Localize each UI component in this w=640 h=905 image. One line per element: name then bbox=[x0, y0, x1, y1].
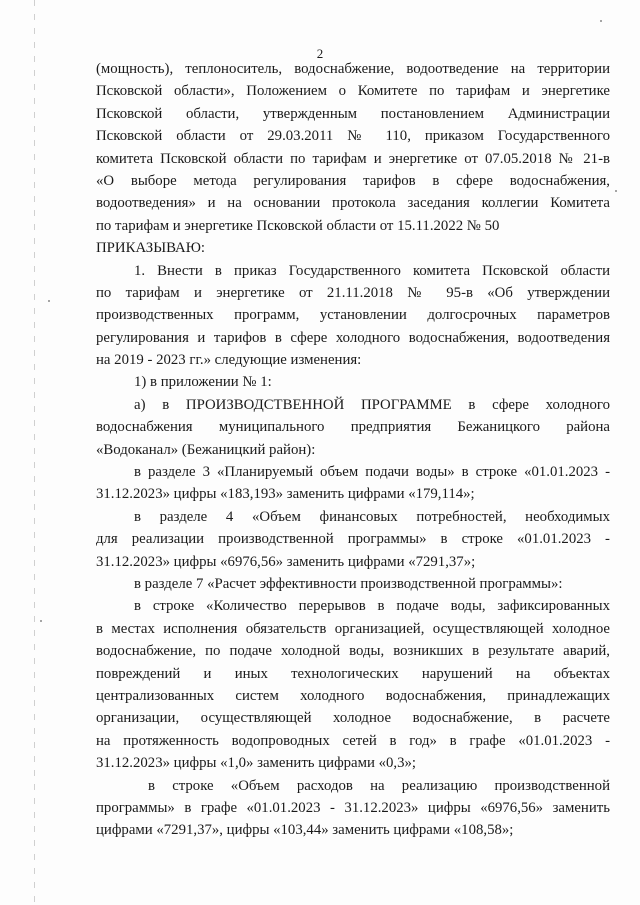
text-line: программы» в графе «01.01.2023 - 31.12.2023» цифры «6976,56» заменить bbox=[96, 799, 610, 816]
text-line: повреждений и иных технологических нарушений на объектах bbox=[96, 665, 610, 682]
page-number: 2 bbox=[316, 46, 324, 61]
scan-speck bbox=[615, 190, 617, 192]
text-line: в строке «Объем расходов на реализацию производственной bbox=[148, 777, 610, 794]
document-body bbox=[96, 58, 610, 842]
text-line: организации, осуществляющей холодное водоснабжение, в расчете bbox=[96, 710, 610, 727]
text-line: на протяженность водопроводных сетей в год» в графе «01.01.2023 - bbox=[96, 732, 610, 749]
text-line: 31.12.2023» цифры «183,193» заменить цифрами «179,114»; bbox=[96, 486, 475, 503]
text-line: «Водоканал» (Бежаницкий район): bbox=[96, 441, 316, 458]
text-line: 1) в приложении № 1: bbox=[134, 374, 272, 391]
text-line: регулирования и тарифов в сфере холодного водоснабжения, водоотведения bbox=[96, 329, 610, 346]
text-line: 31.12.2023» цифры «6976,56» заменить цифрами «7291,37»; bbox=[96, 553, 476, 570]
text-line: в местах исполнения обязательств организацией, осуществляющей холодное bbox=[96, 620, 610, 637]
text-line: по тарифам и энергетике от 21.11.2018 № 95-в «Об утверждении bbox=[96, 284, 610, 301]
text-line: в строке «Количество перерывов в подаче воды, зафиксированных bbox=[134, 598, 610, 615]
text-line: водоснабжение, по подаче холодной воды, возникших в результате аварий, bbox=[96, 643, 610, 660]
text-line: производственных программ, установлении долгосрочных параметров bbox=[96, 307, 610, 324]
text-line: ПРИКАЗЫВАЮ: bbox=[96, 240, 206, 257]
scan-speck bbox=[48, 300, 50, 302]
text-line: в разделе 4 «Объем финансовых потребностей, необходимых bbox=[134, 508, 610, 525]
text-line: на 2019 - 2023 гг.» следующие изменения: bbox=[96, 352, 362, 369]
text-line: цифрами «7291,37», цифры «103,44» заменить цифрами «108,58»; bbox=[96, 822, 514, 839]
text-line: водоотведения» и на основании протокола заседания коллегии Комитета bbox=[96, 195, 610, 212]
text-line: по тарифам и энергетике Псковской области от 15.11.2022 № 50 bbox=[96, 217, 500, 234]
text-line: а) в ПРОИЗВОДСТВЕННОЙ ПРОГРАММЕ в сфере холодного bbox=[134, 396, 610, 413]
text-line: в разделе 7 «Расчет эффективности производственной программы»: bbox=[134, 575, 563, 592]
text-line: 31.12.2023» цифры «1,0» заменить цифрами «0,3»; bbox=[96, 755, 417, 772]
text-line: централизованных систем холодного водоснабжения, принадлежащих bbox=[96, 687, 610, 704]
text-line: Псковской области от 29.03.2011 № 110, приказом Государственного bbox=[96, 128, 610, 145]
text-line: водоснабжения муниципального предприятия Бежаницкого района bbox=[96, 419, 610, 436]
text-line: «О выборе метода регулирования тарифов в сфере водоснабжения, bbox=[96, 172, 610, 189]
text-line: 1. Внести в приказ Государственного комитета Псковской области bbox=[134, 262, 610, 279]
scan-speck bbox=[40, 620, 42, 622]
scan-edge-artifact bbox=[34, 0, 35, 905]
text-line: комитета Псковской области по тарифам и энергетике от 07.05.2018 № 21-в bbox=[96, 150, 610, 167]
text-line: для реализации производственной программы» в строке «01.01.2023 - bbox=[96, 531, 610, 548]
scan-speck bbox=[600, 20, 602, 22]
text-line: Псковской области, утвержденным постановлением Администрации bbox=[96, 105, 610, 122]
text-line: (мощность), теплоноситель, водоснабжение, водоотведение на территории bbox=[96, 61, 610, 77]
text-line: Псковской области», Положением о Комитете по тарифам и энергетике bbox=[96, 83, 610, 100]
text-line: в разделе 3 «Планируемый объем подачи воды» в строке «01.01.2023 - bbox=[134, 464, 610, 481]
